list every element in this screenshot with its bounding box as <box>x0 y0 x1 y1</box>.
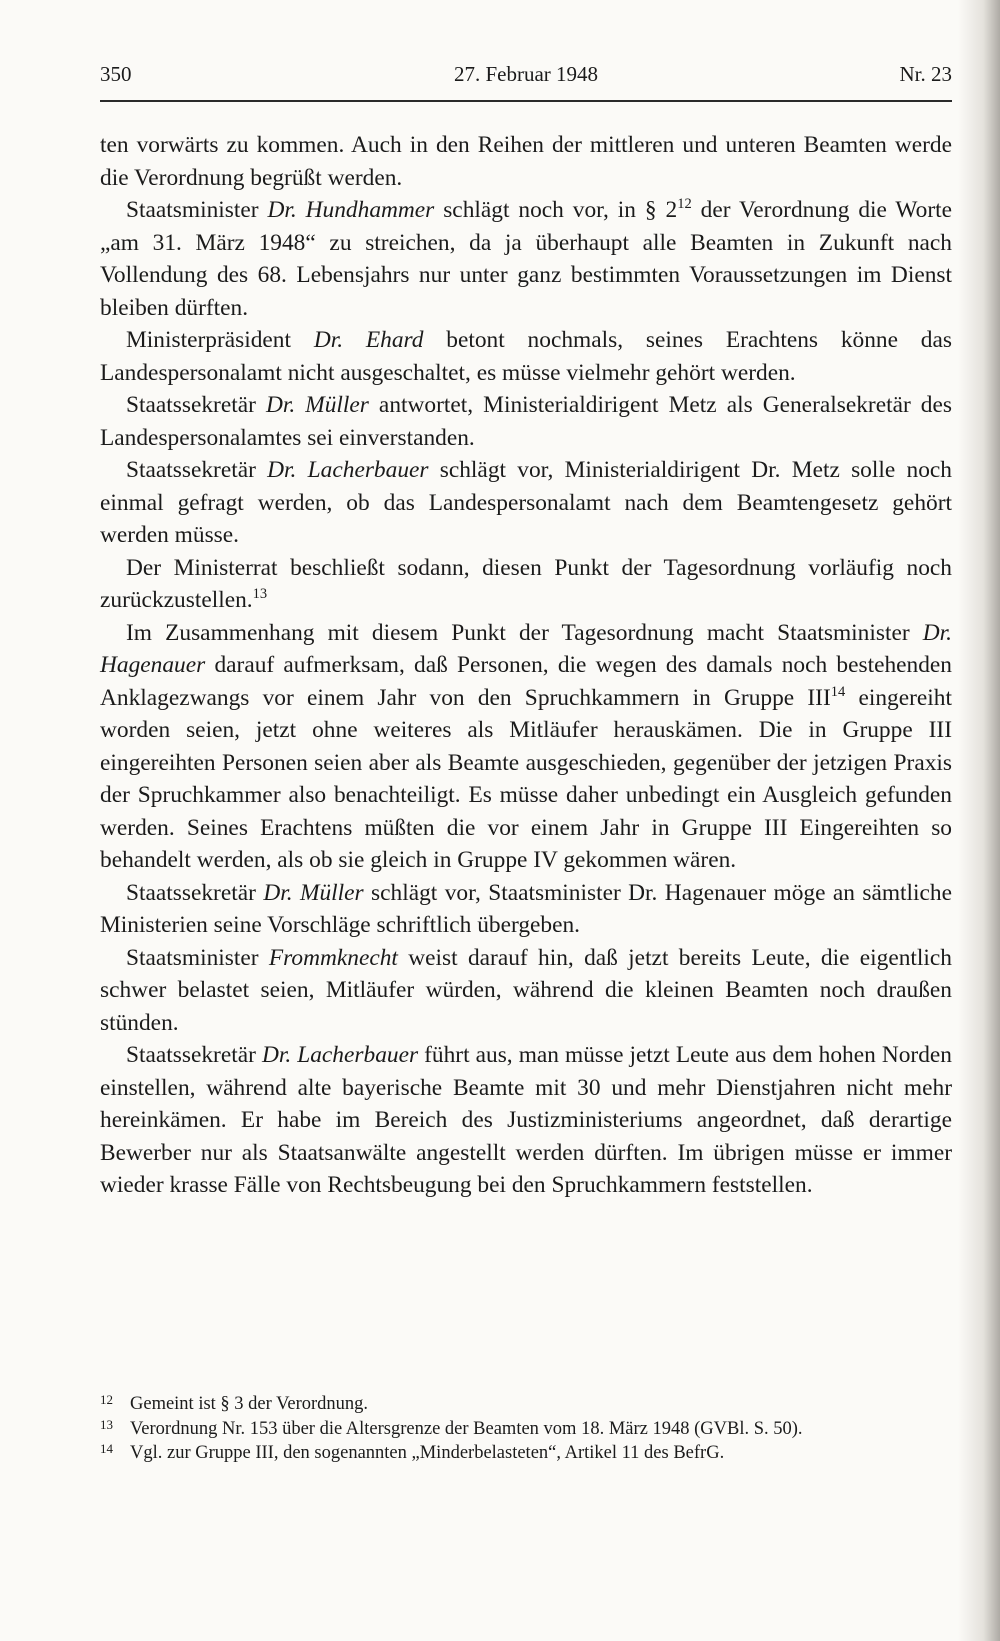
footnote-number: 14 <box>100 1441 113 1456</box>
text-run: Ministerpräsident <box>126 327 314 353</box>
speaker-name: Dr. Müller <box>265 392 369 418</box>
text-run: darauf aufmerksam, daß Personen, die wegen des damals noch bestehenden Anklagezwangs vor einem Jahr von den Spruchkammern in Gruppe III <box>100 652 952 711</box>
footnote-text: Gemeint ist § 3 der Verordnung. <box>130 1394 369 1414</box>
paragraph <box>100 942 952 1040</box>
paragraph <box>100 552 952 617</box>
paragraph <box>100 129 952 194</box>
speaker-name: Dr. Hundhammer <box>267 197 435 223</box>
page-number: 350 <box>100 62 132 86</box>
text-run: schlägt vor, Ministerialdirigent Dr. Metz solle noch einmal gefragt werden, ob das Landespersonalamt nach dem Beamtengesetz gehört werden müsse. <box>100 457 952 548</box>
text-run: Der Ministerrat beschließt sodann, diesen Punkt der Tagesordnung vorläufig noch zurückzustellen. <box>100 554 952 613</box>
footnote-reference: 14 <box>830 683 846 700</box>
speaker-name: Dr. Hagenauer <box>100 619 952 678</box>
text-run: Staatssekretär <box>126 457 268 483</box>
footnote-text: Verordnung Nr. 153 über die Altersgrenze der Beamten vom 18. März 1948 (GVBl. S. 50). <box>130 1418 803 1439</box>
header-rule <box>100 100 952 102</box>
footnote <box>100 1392 952 1417</box>
running-header <box>100 62 952 100</box>
speaker-name: Frommknecht <box>268 944 398 971</box>
text-run: antwortet, Ministerialdirigent Metz als Generalsekretär des Landespersonalamtes sei einverstanden. <box>100 392 952 451</box>
page-edge-shadow <box>958 0 1000 1641</box>
footnote-reference: 13 <box>252 586 268 603</box>
speaker-name: Dr. Lacherbauer <box>261 1042 419 1068</box>
footnotes <box>100 1392 952 1466</box>
text-run: Staatssekretär <box>126 392 266 418</box>
speaker-name: Dr. Ehard <box>313 327 424 353</box>
text-run: Im Zusammenhang mit diesem Punkt der Tagesordnung macht Staatsminister <box>126 619 923 646</box>
paragraph <box>100 877 952 942</box>
text-run: der Verordnung die Worte „am 31. März 1948“ zu streichen, da ja überhaupt alle Beamten in Zukunft nach Vollendung des 68. Lebensjahrs nur unter ganz bestimmten Voraussetzungen im Dienst bleiben dürften. <box>100 197 953 321</box>
issue-number: Nr. 23 <box>899 62 952 86</box>
body-text <box>100 129 952 1202</box>
text-run: Staatssekretär <box>126 1042 262 1068</box>
text-run: betont nochmals, seines Erachtens könne das Landespersonalamt nicht ausgeschaltet, es müsse vielmehr gehört werden. <box>100 327 952 386</box>
footnote <box>100 1441 952 1466</box>
text-run: eingereiht worden seien, jetzt ohne weiteres als Mitläufer herauskämen. Die in Gruppe III eingereihten Personen seien aber als Beamte ausgeschieden, gegenüber der jetzigen Praxis der Spruchkammer also benachteiligt. Es müsse daher unbedingt ein Ausgleich gefunden werden. Seines Erachtens müßten die vor einem Jahr in Gruppe III Eingereihten so behandelt werden, als ob sie gleich in Gruppe IV gekommen wären. <box>100 684 952 873</box>
paragraph <box>100 1039 952 1202</box>
text-run: weist darauf hin, daß jetzt bereits Leute, die eigentlich schwer belastet seien, Mitläufer würden, während die kleinen Beamten noch draußen stünden. <box>100 944 953 1036</box>
speaker-name: Dr. Müller <box>263 879 364 906</box>
text-run: Staatsminister <box>126 944 269 971</box>
paragraph <box>100 194 952 324</box>
paragraph <box>100 617 952 877</box>
footnote-text: Vgl. zur Gruppe III, den sogenannten „Minderbelasteten“, Artikel 11 des BefrG. <box>130 1443 725 1463</box>
footnote-number: 13 <box>100 1416 113 1432</box>
speaker-name: Dr. Lacherbauer <box>267 457 429 483</box>
text-run: schlägt noch vor, in § 2 <box>434 197 678 223</box>
footnote-number: 12 <box>100 1392 113 1407</box>
paragraph <box>100 324 952 389</box>
paragraph <box>100 454 952 552</box>
text-run: Staatsminister <box>126 197 268 223</box>
text-run: führt aus, man müsse jetzt Leute aus dem hohen Norden einstellen, während alte bayerische Beamte mit 30 und mehr Dienstjahren nicht mehr hereinkämen. Er habe im Bereich des Justizministeriums angeordnet, daß derartige Bewerber nur als Staatsanwälte angestellt werden dürften. Im übrigen müsse er immer wieder krasse Fälle von Rechtsbeugung bei den Spruchkammern feststellen. <box>100 1042 952 1198</box>
footnote <box>100 1417 952 1442</box>
paragraph <box>100 389 952 454</box>
header-date: 27. Februar 1948 <box>453 62 599 86</box>
text-run: schlägt vor, Staatsminister Dr. Hagenauer möge an sämtliche Ministerien seine Vorschläge schriftlich übergeben. <box>100 879 952 938</box>
text-run: ten vorwärts zu kommen. Auch in den Reihen der mittleren und unteren Beamten werde die Verordnung begrüßt werden. <box>100 132 952 191</box>
footnote-reference: 12 <box>677 196 692 213</box>
text-run: Staatssekretär <box>126 879 264 906</box>
